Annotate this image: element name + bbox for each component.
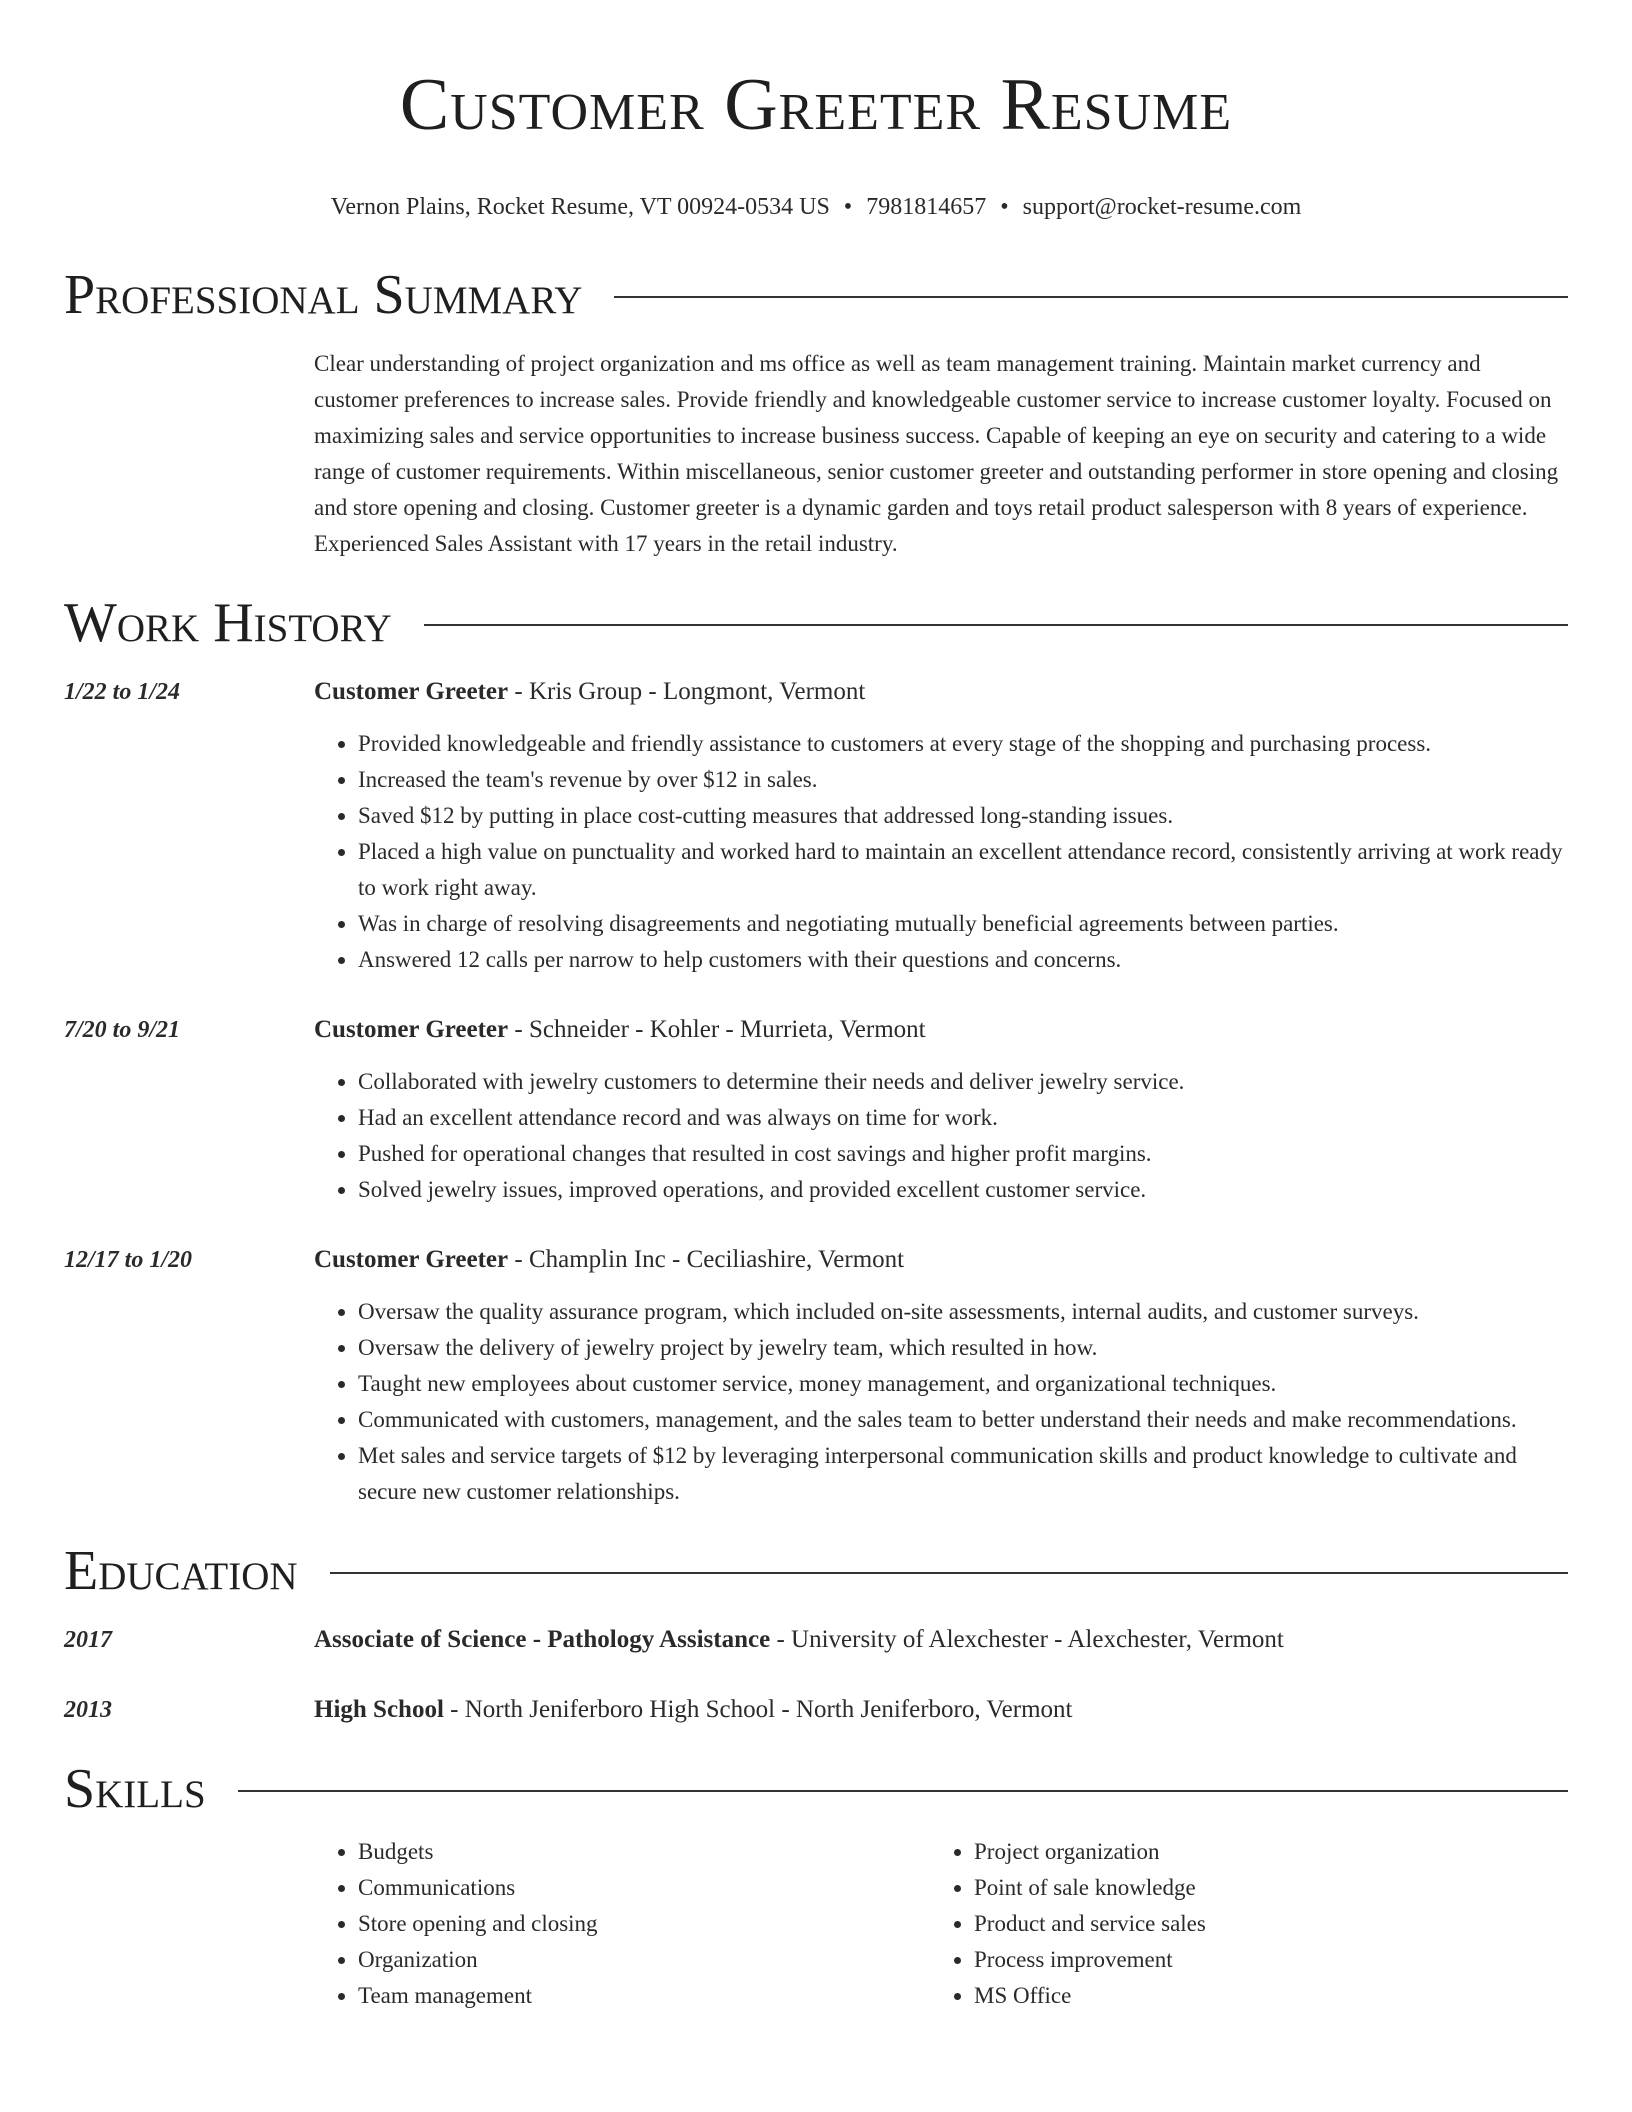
skills-section-header: [64, 1758, 1568, 1820]
education-heading: [314, 1622, 1568, 1658]
section-divider: [424, 624, 1568, 626]
job-bullets: [314, 1064, 1568, 1208]
job-position: Customer Greeter: [314, 1016, 509, 1043]
job-heading: [314, 1012, 1568, 1048]
contact-separator: •: [843, 194, 853, 220]
skills-column-right: [930, 1834, 1546, 2014]
skill-item: • MS Office: [974, 1978, 1546, 2014]
job-bullet: • Answered 12 calls per narrow to help customers with their questions and concerns.: [358, 942, 1568, 978]
job-dates: 1/22 to 1/24: [64, 679, 181, 705]
job-details: - Champlin Inc - Ceciliashire, Vermont: [508, 1246, 905, 1273]
resume-title: Customer Greeter Resume: [399, 64, 1233, 146]
education-details: - University of Alexchester - Alexchester, Vermont: [770, 1626, 1284, 1653]
job-bullet: • Solved jewelry issues, improved operations, and provided excellent customer service.: [358, 1172, 1568, 1208]
job-bullet: • Was in charge of resolving disagreements and negotiating mutually beneficial agreements between parties.: [358, 906, 1568, 942]
education-entry: [64, 1692, 1568, 1728]
skill-item: • Budgets: [358, 1834, 930, 1870]
job-bullet: • Met sales and service targets of $12 by leveraging interpersonal communication skills and product knowledge to cultivate and secure new customer relationships.: [358, 1438, 1568, 1510]
education-heading: [314, 1692, 1568, 1728]
job-entry: [64, 674, 1568, 978]
job-bullet: • Oversaw the quality assurance program, which included on-site assessments, internal audits, and customer surveys.: [358, 1294, 1568, 1330]
education-year: 2013: [64, 1697, 112, 1723]
contact-separator: •: [1000, 194, 1009, 220]
education-section-header: [64, 1540, 1568, 1602]
job-bullet: • Provided knowledgeable and friendly assistance to customers at every stage of the shopping and purchasing process.: [358, 726, 1568, 762]
job-entry: [64, 1012, 1568, 1208]
skill-item: • Product and service sales: [974, 1906, 1546, 1942]
education-entry: [64, 1622, 1568, 1658]
skills-list: [314, 1834, 1568, 2014]
job-dates: 7/20 to 9/21: [64, 1017, 181, 1043]
skill-item: • Point of sale knowledge: [974, 1870, 1546, 1906]
contact-address: Vernon Plains, Rocket Resume, VT 00924-0534 US: [330, 194, 830, 220]
job-bullets: [314, 726, 1568, 978]
job-bullet: • Placed a high value on punctuality and worked hard to maintain an excellent attendance record, consistently arriving at work ready to work right away.: [358, 834, 1568, 906]
job-bullet: • Pushed for operational changes that resulted in cost savings and higher profit margins.: [358, 1136, 1568, 1172]
work-section-header: [64, 592, 1568, 654]
section-divider: [330, 1572, 1568, 1574]
job-position: Customer Greeter: [314, 678, 509, 705]
summary-section-title: Professional Summary: [64, 264, 583, 326]
education-degree: Associate of Science - Pathology Assistance: [314, 1626, 771, 1653]
contact-email: support@rocket-resume.com: [1022, 194, 1302, 220]
job-bullets: [314, 1294, 1568, 1510]
education-section-title: Education: [64, 1540, 298, 1602]
job-bullet: • Communicated with customers, management, and the sales team to better understand their needs and make recommendations.: [358, 1402, 1568, 1438]
job-details: - Schneider - Kohler - Murrieta, Vermont: [508, 1016, 926, 1043]
skill-item: • Communications: [358, 1870, 930, 1906]
skill-item: • Store opening and closing: [358, 1906, 930, 1942]
skill-item: • Process improvement: [974, 1942, 1546, 1978]
job-bullet: • Saved $12 by putting in place cost-cutting measures that addressed long-standing issues.: [358, 798, 1568, 834]
education-degree: High School: [314, 1696, 444, 1723]
job-bullet: • Had an excellent attendance record and was always on time for work.: [358, 1100, 1568, 1136]
skill-item: • Team management: [358, 1978, 930, 2014]
job-bullet: • Taught new employees about customer service, money management, and organizational techniques.: [358, 1366, 1568, 1402]
job-details: - Kris Group - Longmont, Vermont: [508, 678, 866, 705]
job-heading: [314, 674, 1568, 710]
skills-column-left: [314, 1834, 930, 2014]
job-entry: [64, 1242, 1568, 1510]
work-section-title: Work History: [64, 592, 392, 654]
job-bullet: • Collaborated with jewelry customers to determine their needs and deliver jewelry service.: [358, 1064, 1568, 1100]
section-divider: [238, 1790, 1568, 1792]
job-heading: [314, 1242, 1568, 1278]
contact-phone: 7981814657: [866, 194, 987, 220]
summary-section-header: [64, 264, 1568, 326]
contact-line: [64, 192, 1568, 222]
summary-text: Clear understanding of project organization and ms office as well as team management training. Maintain market currency and customer preferences to increase sales. Provide friendly and knowledgeable customer service to increase customer loyalty. Focused on maximizing sales and service opportunities to increase business success. Capable of keeping an eye on security and catering to a wide range of customer requirements. Within miscellaneous, senior customer greeter and outstanding performer in store opening and closing and store opening and closing. Customer greeter is a dynamic garden and toys retail product salesperson with 8 years of experience. Experienced Sales Assistant with 17 years in the retail industry.: [314, 351, 1559, 556]
education-year: 2017: [64, 1627, 112, 1653]
skills-section-title: Skills: [64, 1758, 206, 1820]
skill-item: • Project organization: [974, 1834, 1546, 1870]
education-details: - North Jeniferboro High School - North Jeniferboro, Vermont: [443, 1696, 1073, 1723]
job-bullet: • Increased the team's revenue by over $12 in sales.: [358, 762, 1568, 798]
skill-item: • Organization: [358, 1942, 930, 1978]
section-divider: [614, 296, 1568, 298]
job-position: Customer Greeter: [314, 1246, 509, 1273]
job-dates: 12/17 to 1/20: [64, 1247, 193, 1273]
job-bullet: • Oversaw the delivery of jewelry project by jewelry team, which resulted in how.: [358, 1330, 1568, 1366]
